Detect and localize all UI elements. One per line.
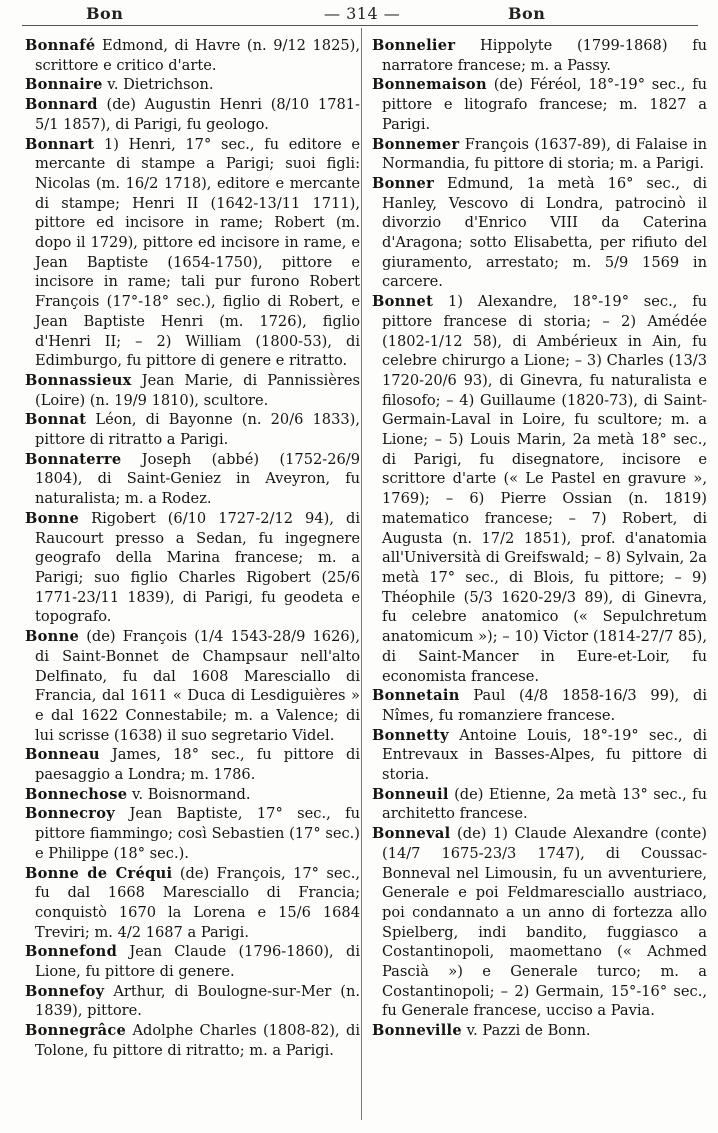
entry-text: 1) Alexandre, 18°-19° sec., fu pittore francese di storia; – 2) Amédée (1802-1/12 58), di Ambérieux in Ain, fu celebre chirurgo a Lione; – 3) Charles (13/3 1720-20/6 93), di Ginevra, fu naturalista e filosofo; – 4) Guillaume (1820-73), di Saint-Germain-Laval in Loire, fu scultore; m. a Lione; – 5) Louis Marin, 2a metà 18° sec., di Parigi, fu disegnatore, incisore e scrittore d'arte (« Le Pastel en gravure », 1769); – 6) Pierre Ossian (n. 1819) matematico francese; – 7) Robert, di Augusta (n. 17/2 1851), prof. d'anatomia all'Università di Greifswald; – 8) Sylvain, 2a metà 17° sec., di Blois, fu pittore; – 9) Théophile (5/3 1620-29/3 89), di Ginevra, fu celebre anatomico (« Sepulchretum anatomicum »); – 10) Victor (1814-27/7 85), di Saint-Mancer in Eure-et-Loir, fu economista francese. [382,293,707,685]
headword: Bonnemer [372,135,460,153]
headword: Bonnelier [372,37,456,54]
entry-bonnart [25,135,360,371]
entry-bonnassieux [25,371,360,410]
entry-bonnefond [25,942,360,981]
entry-bonnaterre [25,450,360,509]
entry-bonnetain [372,686,707,725]
entry-text: 1) Henri, 17° sec., fu editore e mercante di stampe a Parigi; suoi figli: Nicolas (m. 16/2 1718), editore e mercante di stampe; Henri II (1642-13/11 1711), pittore ed incisore in rame; Robert (m. dopo il 1729), pittore ed incisore in rame, e Jean Baptiste (1654-1750), pittore e incisore in rame; tali pur furono Robert François (17°-18° sec.), figlio di Robert, e Jean Baptiste Henri (m. 1726), figlio d'Henri II; – 2) William (1800-53), di Edimburgo, fu pittore di genere e ritratto. [35,135,360,370]
entry-text: Edmond, di Havre (n. 9/12 1825), scrittore e critico d'arte. [35,37,360,74]
headword: Bonnaterre [25,450,122,468]
entry-text: Joseph (abbé) (1752-26/9 1804), di Saint-Geniez in Aveyron, fu naturalista; m. a Rodez. [35,450,360,508]
headword: Bonnat [25,411,87,429]
entry-bonne [25,509,360,627]
headword: Bonnechose [25,785,128,803]
entry-bonnechose [25,785,360,805]
entry-text: (de) 1) Claude Alexandre (conte) (14/7 1675-23/3 1747), di Coussac-Bonneval nel Limousin, fu un avventuriere, Generale e poi Feldmaresciallo austriaco, poi condannato a un anno di fortezza allo Spielberg, indi bandito, fuggiasco a Costantinopoli, maomettano (« Achmed Pascià ») e Generale turco; m. a Costantinopoli; – 2) Germain, 15°-16° sec., fu Generale francese, ucciso a Pavia. [382,825,707,1020]
headword: Bonnafé [25,37,96,54]
entry-bonnard [25,95,360,134]
headword: Bonnemaison [372,76,487,94]
headword: Bonnassieux [25,371,132,389]
headword: Bonne [25,509,80,527]
entry-text: Adolphe Charles (1808-82), di Tolone, fu pittore di ritratto; m. a Parigi. [35,1022,360,1059]
entry-text: v. Boisnormand. [127,785,251,803]
headword: Bonne de Créqui [25,864,173,882]
column-divider [361,28,362,1120]
entry-bonneuil [372,785,707,824]
entry-bonne-de [25,627,360,745]
entry-text: v. Pazzi de Bonn. [461,1022,591,1040]
entry-bonnefoy [25,982,360,1021]
headword: Bonnetain [372,687,460,705]
entry-bonnecroy [25,804,360,863]
entry-text: (de) François, 17° sec., fu dal 1668 Maresciallo di Francia; conquistò 1670 la Lorena e 15/6 1684 Treviri; m. 4/2 1687 a Parigi. [35,864,360,941]
entry-text: Rigobert (6/10 1727-2/12 94), di Raucourt presso a Sedan, fu ingegnere geografo della Marina francese; m. a Parigi; suo figlio Charles Rigobert (25/6 1771-23/11 1839), di Parigi, fu geodeta e topografo. [35,509,360,626]
entry-text: François (1637-89), di Falaise in Normandia, fu pittore di storia; m. a Parigi. [382,135,707,173]
headword: Bonne [25,628,80,646]
headword: Bonnet [372,293,434,311]
left-column [25,36,360,1126]
entry-bonnelier [372,36,707,75]
entry-bonnemer [372,135,707,174]
headword: Bonnefond [25,943,118,961]
headword: Bonnecroy [25,805,116,823]
headword: Bonnegrâce [25,1022,127,1040]
entry-text: James, 18° sec., fu pittore di paesaggio a Londra; m. 1786. [35,746,360,784]
entry-bonneval [372,824,707,1021]
entry-text: (de) François (1/4 1543-28/9 1626), di Saint-Bonnet de Champsaur nell'alto Delfinato, fu dal 1608 Maresciallo di Francia, dal 1611 « Duca di Lesdiguières » e dal 1622 Connestabile; m. a Valence; di lui scrisse (1638) il suo segretario Videl. [35,628,360,744]
entry-bonneau [25,745,360,784]
headword: Bonnetty [372,726,449,744]
entry-text: Edmund, 1a metà 16° sec., di Hanley, Vescovo di Londra, patrocinò il divorzio d'Enrico VIII da Caterina d'Aragona; sotto Elisabetta, per rifiuto del giuramento, arrestato; m. 5/9 1569 in carcere. [382,174,707,291]
entry-text: (de) Féréol, 18°-19° sec., fu pittore e litografo francese; m. 1827 a Parigi. [382,76,707,133]
entry-text: Jean Claude (1796-1860), di Lione, fu pittore di genere. [35,943,360,981]
entry-text: Jean Baptiste, 17° sec., fu pittore fiammingo; così Sebastien (17° sec.) e Philippe (18° sec.). [35,805,360,862]
entry-text: Hippolyte (1799-1868) fu narratore francese; m. a Passy. [382,37,707,74]
headword: Bonnard [25,96,98,114]
headword: Bonnefoy [25,982,105,1000]
entry-bonnat [25,410,360,449]
headword: Bonner [372,174,435,192]
entry-bonnetty [372,726,707,785]
headword: Bonneau [25,746,100,764]
entry-text: Jean Marie, di Pannissières (Loire) (n. 19/9 1810), scultore. [35,371,360,409]
entry-bonneville [372,1021,707,1041]
right-column [372,36,707,1126]
entry-bonne-de-crequi [25,864,360,943]
entry-bonnegrace [25,1021,360,1060]
entry-bonnafe [25,36,360,75]
headword: Bonnaire [25,76,103,94]
entry-bonnet [372,292,707,686]
entry-text: Léon, di Bayonne (n. 20/6 1833), pittore di ritratto a Parigi. [35,411,360,449]
entry-text: Paul (4/8 1858-16/3 99), di Nîmes, fu romanziere francese. [382,687,707,724]
entry-bonnaire [25,75,360,95]
header-rule [22,25,698,26]
entry-text: Arthur, di Boulogne-sur-Mer (n. 1839), pittore. [35,982,360,1020]
headword: Bonnart [25,135,95,153]
entry-bonner [372,174,707,292]
entry-text: Antoine Louis, 18°-19° sec., di Entrevaux in Basses-Alpes, fu pittore di storia. [382,726,707,784]
page-number: — 314 — [324,4,401,23]
entry-text: (de) Etienne, 2a metà 13° sec., fu architetto francese. [382,785,707,823]
headword: Bonneville [372,1022,462,1040]
headword: Bonneval [372,825,451,843]
entry-text: (de) Augustin Henri (8/10 1781-5/1 1857), di Parigi, fu geologo. [35,96,360,133]
entry-bonnemaison [372,75,707,134]
entry-text: v. Dietrichson. [102,76,214,94]
running-head-left: Bon [86,4,124,23]
headword: Bonneuil [372,785,449,803]
running-head-right: Bon [508,4,546,23]
